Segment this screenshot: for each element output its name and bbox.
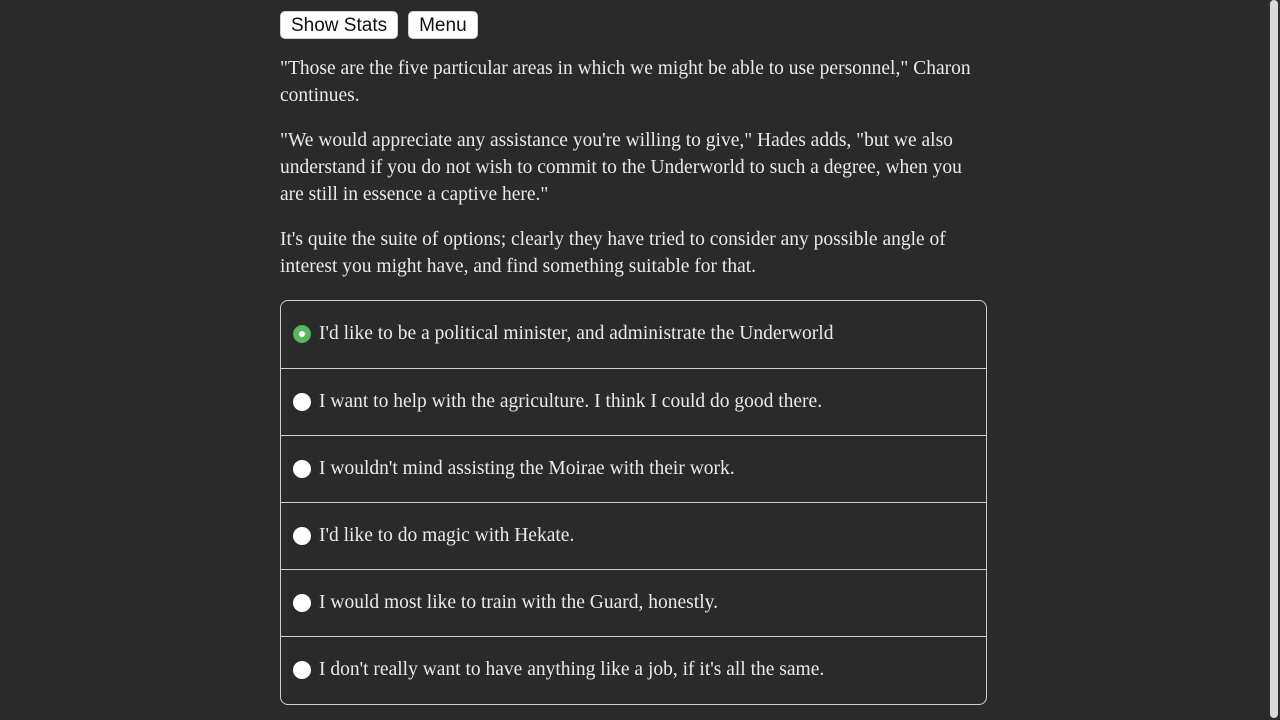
choice-list [280, 300, 987, 705]
game-column [280, 0, 987, 680]
scrollbar[interactable] [1268, 0, 1280, 720]
story-paragraph: It's quite the suite of options; clearly they have tried to consider any possible angle of interest you might have, and find something suitable for that. [280, 229, 946, 277]
scrollbar-thumb[interactable] [1270, 0, 1278, 718]
choice-option[interactable] [281, 502, 986, 569]
story-paragraph: "We would appreciate any assistance you're willing to give," Hades adds, "but we also understand if you do not wish to commit to the Underworld to such a degree, when you are still in essence a captive here." [280, 130, 962, 205]
choice-label: I'd like to do magic with Hekate. [319, 525, 575, 546]
choice-option[interactable] [281, 435, 986, 502]
radio-icon[interactable] [293, 661, 311, 679]
menu-button[interactable]: Menu [408, 11, 478, 39]
choice-option[interactable] [281, 301, 986, 368]
choice-label: I wouldn't mind assisting the Moirae with their work. [319, 458, 735, 479]
story-paragraph: "Those are the five particular areas in which we might be able to use personnel," Charon continues. [280, 58, 971, 106]
choice-label: I would most like to train with the Guard, honestly. [319, 592, 718, 613]
choice-option[interactable] [281, 636, 986, 704]
show-stats-button[interactable]: Show Stats [280, 11, 398, 39]
story-text [280, 55, 987, 280]
choice-label: I want to help with the agriculture. I think I could do good there. [319, 391, 823, 412]
radio-icon[interactable] [293, 460, 311, 478]
toolbar [280, 0, 987, 40]
radio-icon[interactable] [293, 594, 311, 612]
radio-icon[interactable] [293, 527, 311, 545]
choice-option[interactable] [281, 569, 986, 636]
radio-selected-icon[interactable] [293, 325, 311, 343]
choice-label: I'd like to be a political minister, and administrate the Underworld [319, 323, 834, 344]
radio-icon[interactable] [293, 393, 311, 411]
choice-option[interactable] [281, 368, 986, 435]
choice-label: I don't really want to have anything like a job, if it's all the same. [319, 659, 825, 680]
